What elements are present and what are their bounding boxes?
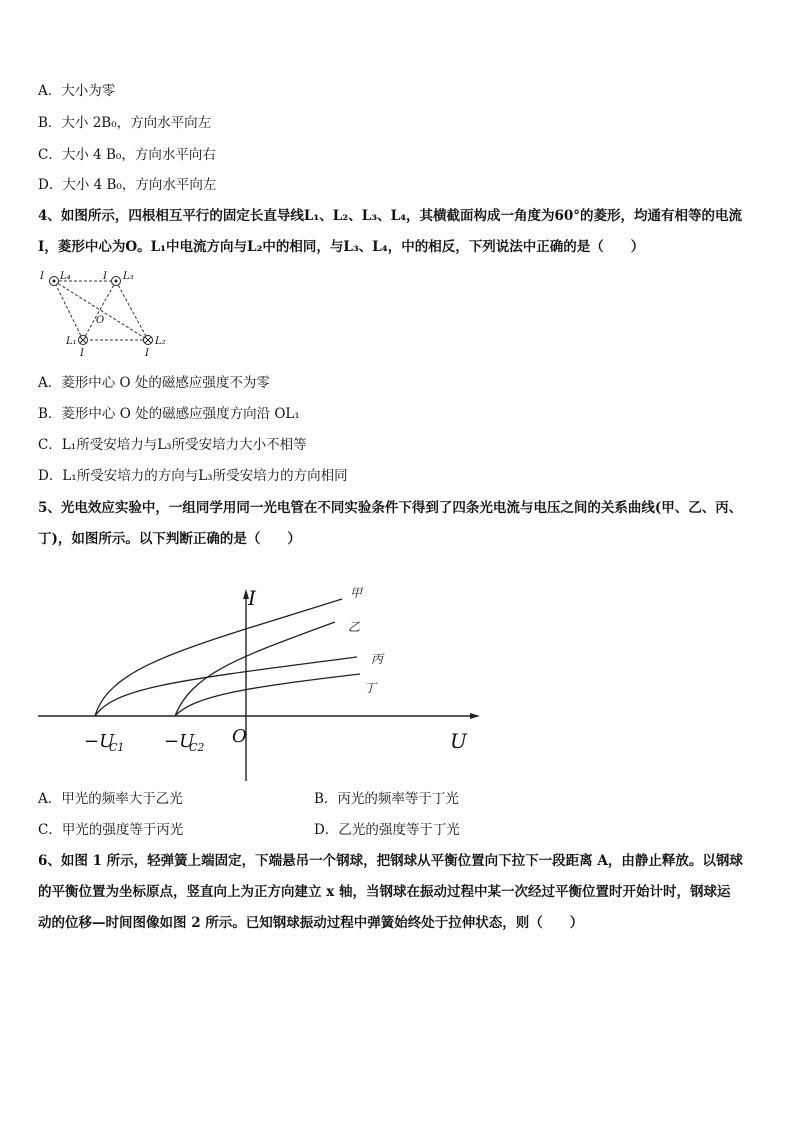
q6-stem-line2: 的平衡位置为坐标原点，竖直向上为正方向建立 x 轴，当钢球在振动过程中某一次经过平衡位置时开始计时，钢球运 — [38, 884, 731, 900]
q3-option-b: B．大小 2B₀，方向水平向左 — [38, 115, 212, 131]
q5-option-a: A．甲光的频率大于乙光 — [38, 791, 183, 807]
curve-jia — [95, 599, 342, 716]
q4-rhombus-figure — [30, 264, 180, 360]
q5-option-b: B．丙光的频率等于丁光 — [314, 791, 459, 807]
l1-label: L₁ — [66, 336, 77, 347]
q3-option-a: A．大小为零 — [38, 83, 116, 99]
center-o-label: O — [96, 315, 105, 326]
curve-label-jia: 甲 — [350, 586, 363, 600]
curve-label-yi: 乙 — [348, 620, 361, 634]
l4-label: L₄ — [60, 271, 71, 282]
q3-option-c: C．大小 4 B₀，方向水平向右 — [38, 147, 216, 163]
curve-label-ding: 丁 — [364, 681, 377, 695]
l2-label: L₂ — [155, 336, 166, 347]
q5-stem-line2: 丁)，如图所示。以下判断正确的是（ ） — [38, 531, 301, 547]
u-axis-arrow-icon — [470, 713, 480, 719]
l4-current-label: I — [40, 271, 44, 282]
q4-stem-line1: 4、如图所示，四根相互平行的固定长直导线L₁、L₂、L₃、L₄，其横截面构成一角度为60°的菱形，均通有相等的电流 — [38, 208, 743, 224]
i-axis-label: I — [248, 586, 256, 610]
origin-label: O — [232, 726, 247, 747]
l1-current-label: I — [80, 348, 84, 359]
l3-label: L₃ — [123, 271, 134, 282]
u-axis-label: U — [450, 729, 467, 753]
q4-option-b: B．菱形中心 O 处的磁感应强度方向沿 OL₁ — [38, 406, 300, 422]
q5-stem-line1: 5、光电效应实验中，一组同学用同一光电管在不同实验条件下得到了四条光电流与电压之间的关系曲线(甲、乙、丙、 — [38, 500, 743, 516]
q5-option-c: C．甲光的强度等于丙光 — [38, 822, 184, 838]
q5-option-d: D．乙光的强度等于丁光 — [314, 822, 460, 838]
q4-option-a: A．菱形中心 O 处的磁感应强度不为零 — [38, 375, 270, 391]
q3-option-d: D．大小 4 B₀，方向水平向左 — [38, 177, 217, 193]
curve-label-bing: 丙 — [371, 652, 384, 666]
uc2-subscript: C2 — [189, 741, 205, 754]
uc2-label: −U — [164, 731, 195, 752]
q4-stem-line2: I，菱形中心为O。L₁中电流方向与L₂中的相同，与L₃、L₄，中的相反，下列说法中正确的是（ ） — [38, 239, 645, 255]
q6-stem-line3: 动的位移—时间图像如图 2 所示。已知钢球振动过程中弹簧始终处于拉伸状态，则（ ） — [38, 915, 584, 931]
l1-current-in-icon — [79, 336, 88, 345]
l2-current-label: I — [145, 348, 149, 359]
q4-option-d: D．L₁所受安培力的方向与L₃所受安培力的方向相同 — [38, 468, 348, 484]
q6-stem-line1: 6、如图 1 所示，轻弹簧上端固定，下端悬吊一个钢球，把钢球从平衡位置向下拉下一段距离 A，由静止释放。以钢球 — [38, 853, 743, 869]
uc1-subscript: C1 — [109, 741, 125, 754]
l3-current-label: I — [103, 271, 107, 282]
l3-current-out-icon — [112, 277, 121, 286]
uc1-label: −U — [84, 731, 115, 752]
l4-current-out-icon — [50, 277, 59, 286]
l2-current-in-icon — [144, 336, 153, 345]
q5-iv-curve-figure — [30, 575, 500, 785]
q4-option-c: C．L₁所受安培力与L₃所受安培力大小不相等 — [38, 437, 307, 453]
